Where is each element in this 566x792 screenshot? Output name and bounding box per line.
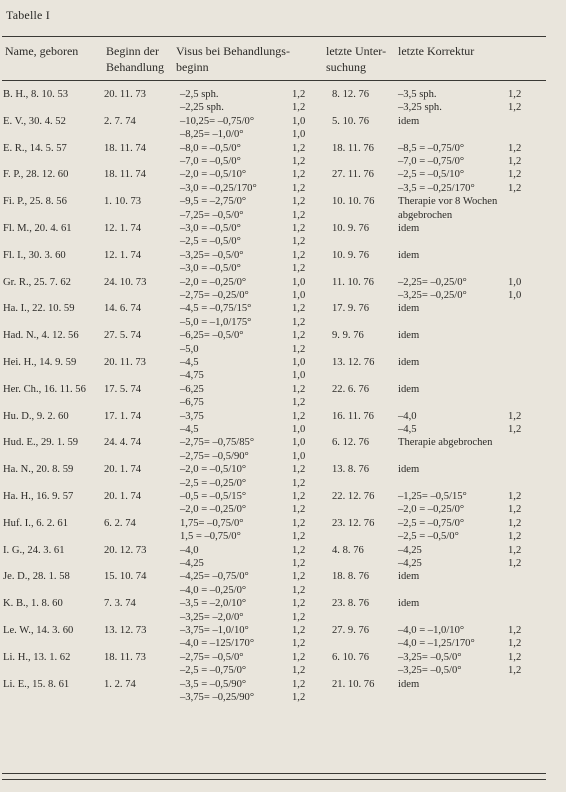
correction-right: idem	[398, 678, 420, 690]
acuity-right: 1,2	[292, 222, 306, 234]
correction-right: –4,0 = –1,0/10°	[398, 624, 465, 636]
visus-right: –4,25= –0,75/0°	[180, 571, 249, 583]
correction-right: –1,25= –0,5/15°	[398, 490, 467, 502]
treatment-begin: 24. 4. 74	[104, 437, 142, 449]
visus-left: –4,5	[180, 423, 199, 435]
last-exam-date: 27. 11. 76	[332, 169, 374, 181]
correction-right: –2,25= –0,25/0°	[398, 276, 467, 288]
visus-right: –3,0 = –0,5/0°	[180, 222, 241, 234]
patient-name: Had. N., 4. 12. 56	[3, 330, 79, 342]
table-row	[0, 383, 566, 410]
visus-left: –2,5 = –0,75/0°	[180, 665, 247, 677]
correction-acuity-left: 1,2	[508, 155, 522, 167]
patient-name: Fl. I., 30. 3. 60	[3, 249, 66, 261]
last-exam-date: 11. 10. 76	[332, 276, 374, 288]
correction-acuity-left: 1,2	[508, 102, 522, 114]
patient-name: Li. E., 15. 8. 61	[3, 678, 70, 690]
acuity-right: 1,2	[292, 490, 306, 502]
last-exam-date: 23. 8. 76	[332, 598, 370, 610]
acuity-right: 1,2	[292, 249, 306, 261]
table-row	[0, 88, 566, 115]
acuity-left: 1,0	[292, 423, 306, 435]
correction-acuity-right: 1,2	[508, 89, 522, 100]
last-exam-date: 21. 10. 76	[332, 678, 375, 690]
last-exam-date: 8. 12. 76	[332, 89, 370, 100]
last-exam-date: 16. 11. 76	[332, 410, 374, 422]
visus-right: –2,75= –0,75/85°	[180, 437, 255, 449]
acuity-right: 1,2	[292, 571, 306, 583]
acuity-right: 1,2	[292, 383, 306, 395]
correction-acuity-left: 1,2	[508, 423, 522, 435]
table-row	[0, 436, 566, 463]
acuity-left: 1,2	[292, 584, 306, 596]
last-exam-date: 10. 9. 76	[332, 249, 370, 261]
treatment-begin: 14. 6. 74	[104, 303, 142, 315]
correction-acuity-right: 1,2	[508, 142, 522, 154]
acuity-left: 1,0	[292, 370, 306, 382]
table-row	[0, 249, 566, 276]
acuity-left: 1,0	[292, 450, 306, 462]
table-row	[0, 490, 566, 517]
bottom-rule-2	[2, 779, 546, 780]
acuity-right: 1,0	[292, 437, 306, 449]
treatment-begin: 13. 12. 73	[104, 624, 147, 636]
table-row	[0, 222, 566, 249]
header-name: Name, geboren	[5, 44, 79, 58]
treatment-begin: 15. 10. 74	[104, 571, 147, 583]
correction-right: idem	[398, 330, 420, 342]
correction-right: idem	[398, 598, 420, 610]
correction-right: Therapie abgebrochen	[398, 437, 493, 449]
treatment-begin: 18. 11. 74	[104, 169, 146, 181]
visus-left: –5,0 = –1,0/175°	[180, 316, 252, 328]
correction-acuity-left: 1,2	[508, 531, 522, 543]
visus-left: –2,75= –0,25/0°	[180, 289, 249, 301]
patient-name: Ha. H., 16. 9. 57	[3, 490, 74, 502]
acuity-right: 1,2	[292, 598, 306, 610]
acuity-left: 1,2	[292, 316, 306, 328]
patient-name: E. V., 30. 4. 52	[3, 115, 66, 127]
patient-name: Huf. I., 6. 2. 61	[3, 517, 69, 529]
table-row	[0, 517, 566, 544]
last-exam-date: 27. 9. 76	[332, 624, 370, 636]
acuity-right: 1,2	[292, 169, 306, 181]
patient-name: F. P., 28. 12. 60	[3, 169, 69, 181]
acuity-right: 1,2	[292, 651, 306, 663]
acuity-right: 1,2	[292, 410, 306, 422]
correction-left: –4,0 = –1,25/170°	[398, 638, 475, 650]
correction-right: idem	[398, 249, 420, 261]
correction-left: abgebrochen	[398, 209, 453, 221]
patient-name: Li. H., 13. 1. 62	[3, 651, 71, 663]
last-exam-date: 17. 9. 76	[332, 303, 370, 315]
correction-right: –2,5 = –0,5/10°	[398, 169, 465, 181]
visus-right: –3,25= –0,5/0°	[180, 249, 244, 261]
patient-name: Her. Ch., 16. 11. 56	[3, 383, 86, 395]
correction-left: –4,5	[398, 423, 417, 435]
patient-name: Hu. D., 9. 2. 60	[3, 410, 69, 422]
patient-name: Fl. M., 20. 4. 61	[3, 222, 72, 234]
acuity-right: 1,0	[292, 356, 306, 368]
visus-right: –6,25= –0,5/0°	[180, 330, 244, 342]
acuity-left: 1,2	[292, 155, 306, 167]
acuity-left: 1,2	[292, 343, 306, 355]
table-row	[0, 115, 566, 142]
acuity-right: 1,2	[292, 517, 306, 529]
last-exam-date: 10. 9. 76	[332, 222, 370, 234]
treatment-begin: 1. 2. 74	[104, 678, 136, 690]
correction-right: idem	[398, 222, 420, 234]
correction-right: idem	[398, 303, 420, 315]
acuity-left: 1,2	[292, 504, 306, 516]
patient-name: I. G., 24. 3. 61	[3, 544, 65, 556]
last-exam-date: 10. 10. 76	[332, 196, 375, 208]
treatment-begin: 20. 1. 74	[104, 490, 142, 502]
visus-left: –8,25= –1,0/0°	[180, 129, 244, 141]
table-row	[0, 329, 566, 356]
correction-right: idem	[398, 115, 420, 127]
patient-name: Fi. P., 25. 8. 56	[3, 196, 67, 208]
table-row	[0, 570, 566, 597]
treatment-begin: 20. 11. 73	[104, 89, 146, 100]
last-exam-date: 6. 10. 76	[332, 651, 370, 663]
visus-right: –8,0 = –0,5/0°	[180, 142, 241, 154]
header-last-exam: letzte Unter- suchung	[326, 44, 387, 74]
visus-right: –6,25	[180, 383, 204, 395]
visus-right: –10,25= –0,75/0°	[180, 115, 255, 127]
visus-right: –2,5 sph.	[180, 89, 219, 100]
correction-acuity-right: 1,2	[508, 544, 522, 556]
treatment-begin: 20. 11. 73	[104, 356, 146, 368]
table-row	[0, 276, 566, 303]
acuity-left: 1,2	[292, 531, 306, 543]
last-exam-date: 5. 10. 76	[332, 115, 370, 127]
table-row	[0, 410, 566, 437]
acuity-left: 1,2	[292, 557, 306, 569]
correction-acuity-left: 1,2	[508, 557, 522, 569]
treatment-begin: 20. 1. 74	[104, 464, 142, 476]
visus-right: –3,5 = –0,5/90°	[180, 678, 247, 690]
patient-name: B. H., 8. 10. 53	[3, 89, 69, 100]
acuity-right: 1,2	[292, 464, 306, 476]
patient-name: K. B., 1. 8. 60	[3, 598, 63, 610]
visus-left: –2,25 sph.	[180, 102, 224, 114]
treatment-begin: 7. 3. 74	[104, 598, 136, 610]
visus-left: 1,5 = –0,75/0°	[180, 531, 241, 543]
correction-acuity-left: 1,0	[508, 289, 522, 301]
acuity-left: 1,2	[292, 611, 306, 623]
correction-left: –3,25= –0,25/0°	[398, 289, 467, 301]
treatment-begin: 17. 1. 74	[104, 410, 142, 422]
top-rule	[2, 36, 546, 37]
table-row	[0, 678, 566, 705]
correction-acuity-right: 1,2	[508, 651, 522, 663]
last-exam-date: 22. 12. 76	[332, 490, 375, 502]
correction-acuity-right: 1,0	[508, 276, 522, 288]
correction-acuity-right: 1,2	[508, 490, 522, 502]
correction-right: –4,25	[398, 544, 422, 556]
correction-acuity-left: 1,2	[508, 665, 522, 677]
correction-left: –4,25	[398, 557, 422, 569]
correction-acuity-right: 1,2	[508, 517, 522, 529]
correction-acuity-right: 1,2	[508, 624, 522, 636]
treatment-begin: 20. 12. 73	[104, 544, 147, 556]
visus-left: –3,0 = –0,25/170°	[180, 182, 257, 194]
visus-left: –4,0 = –125/170°	[180, 638, 255, 650]
treatment-begin: 1. 10. 73	[104, 196, 142, 208]
correction-left: –3,25= –0,5/0°	[398, 665, 462, 677]
correction-left: –2,5 = –0,5/0°	[398, 531, 459, 543]
visus-left: –3,0 = –0,5/0°	[180, 263, 241, 275]
header-correction: letzte Korrektur	[398, 44, 475, 58]
patient-name: Le. W., 14. 3. 60	[3, 624, 74, 636]
acuity-left: 1,2	[292, 477, 306, 489]
treatment-begin: 6. 2. 74	[104, 517, 136, 529]
last-exam-date: 18. 8. 76	[332, 571, 370, 583]
visus-left: –7,0 = –0,5/0°	[180, 155, 241, 167]
table-row	[0, 195, 566, 222]
correction-right: –4,0	[398, 410, 417, 422]
treatment-begin: 17. 5. 74	[104, 383, 142, 395]
visus-left: –4,75	[180, 370, 204, 382]
visus-left: –2,5 = –0,5/0°	[180, 236, 241, 248]
visus-left: –2,5 = –0,25/0°	[180, 477, 247, 489]
table-row	[0, 463, 566, 490]
treatment-begin: 18. 11. 74	[104, 142, 146, 154]
visus-right: –2,75= –0,5/0°	[180, 651, 244, 663]
acuity-left: 1,2	[292, 102, 306, 114]
correction-acuity-right: 1,2	[508, 169, 522, 181]
acuity-right: 1,2	[292, 678, 306, 690]
correction-right: –3,5 sph.	[398, 89, 437, 100]
correction-right: idem	[398, 464, 420, 476]
correction-acuity-right: 1,2	[508, 410, 522, 422]
visus-left: –2,0 = –0,25/0°	[180, 504, 247, 516]
acuity-right: 1,2	[292, 89, 306, 100]
acuity-right: 1,0	[292, 276, 306, 288]
patient-name: Hei. H., 14. 9. 59	[3, 356, 77, 368]
acuity-left: 1,2	[292, 182, 306, 194]
acuity-left: 1,2	[292, 236, 306, 248]
last-exam-date: 18. 11. 76	[332, 142, 374, 154]
correction-right: –8,5 = –0,75/0°	[398, 142, 465, 154]
visus-right: –0,5 = –0,5/15°	[180, 490, 247, 502]
visus-left: –7,25= –0,5/0°	[180, 209, 244, 221]
acuity-right: 1,2	[292, 303, 306, 315]
acuity-right: 1,2	[292, 544, 306, 556]
visus-left: –2,75= –0,5/90°	[180, 450, 249, 462]
patient-name: E. R., 14. 5. 57	[3, 142, 67, 154]
last-exam-date: 4. 8. 76	[332, 544, 364, 556]
acuity-left: 1,0	[292, 129, 306, 141]
acuity-left: 1,2	[292, 263, 306, 275]
acuity-left: 1,2	[292, 209, 306, 221]
correction-right: –2,5 = –0,75/0°	[398, 517, 465, 529]
table-row	[0, 544, 566, 571]
acuity-right: 1,0	[292, 115, 306, 127]
patient-name: Ha. I., 22. 10. 59	[3, 303, 75, 315]
acuity-left: 1,2	[292, 397, 306, 409]
last-exam-date: 9. 9. 76	[332, 330, 364, 342]
last-exam-date: 13. 8. 76	[332, 464, 370, 476]
correction-right: idem	[398, 571, 420, 583]
treatment-begin: 12. 1. 74	[104, 249, 142, 261]
table-row	[0, 302, 566, 329]
patient-name: Ha. N., 20. 8. 59	[3, 464, 74, 476]
visus-right: –3,75= –1,0/10°	[180, 624, 249, 636]
correction-right: idem	[398, 383, 420, 395]
last-exam-date: 23. 12. 76	[332, 517, 375, 529]
acuity-left: 1,2	[292, 691, 306, 703]
treatment-begin: 2. 7. 74	[104, 115, 136, 127]
visus-right: 1,75= –0,75/0°	[180, 517, 244, 529]
last-exam-date: 6. 12. 76	[332, 437, 370, 449]
correction-acuity-left: 1,2	[508, 638, 522, 650]
visus-left: –3,25= –2,0/0°	[180, 611, 244, 623]
treatment-begin: 12. 1. 74	[104, 222, 142, 234]
table-row	[0, 356, 566, 383]
table-row	[0, 651, 566, 678]
acuity-right: 1,2	[292, 142, 306, 154]
correction-left: –3,25 sph.	[398, 102, 442, 114]
correction-right: –3,25= –0,5/0°	[398, 651, 462, 663]
visus-right: –4,0	[180, 544, 199, 556]
visus-left: –6,75	[180, 397, 204, 409]
correction-left: –7,0 = –0,75/0°	[398, 155, 465, 167]
visus-right: –9,5 = –2,75/0°	[180, 196, 247, 208]
correction-left: –2,0 = –0,25/0°	[398, 504, 465, 516]
table-body	[0, 88, 566, 704]
header-begin: Beginn der Behandlung	[106, 44, 164, 74]
table-row	[0, 168, 566, 195]
correction-left: –3,5 = –0,25/170°	[398, 182, 475, 194]
acuity-right: 1,2	[292, 330, 306, 342]
acuity-left: 1,2	[292, 638, 306, 650]
visus-right: –2,0 = –0,25/0°	[180, 276, 247, 288]
table-row	[0, 142, 566, 169]
visus-left: –4,25	[180, 557, 204, 569]
visus-left: –5,0	[180, 343, 199, 355]
patient-name: Je. D., 28. 1. 58	[3, 571, 70, 583]
last-exam-date: 13. 12. 76	[332, 356, 375, 368]
visus-right: –3,75	[180, 410, 204, 422]
table-row	[0, 624, 566, 651]
correction-right: idem	[398, 356, 420, 368]
acuity-right: 1,2	[292, 624, 306, 636]
treatment-begin: 18. 11. 73	[104, 651, 146, 663]
visus-right: –2,0 = –0,5/10°	[180, 169, 247, 181]
visus-right: –2,0 = –0,5/10°	[180, 464, 247, 476]
table-row	[0, 597, 566, 624]
table-caption: Tabelle I	[6, 8, 50, 22]
correction-right: Therapie vor 8 Wochen	[398, 196, 498, 208]
acuity-left: 1,2	[292, 665, 306, 677]
treatment-begin: 27. 5. 74	[104, 330, 142, 342]
acuity-left: 1,0	[292, 289, 306, 301]
visus-right: –4,5 = –0,75/15°	[180, 303, 252, 315]
visus-right: –4,5	[180, 356, 199, 368]
correction-acuity-left: 1,2	[508, 504, 522, 516]
header-visus: Visus bei Behandlungs- beginn	[176, 44, 290, 74]
visus-left: –4,0 = –0,25/0°	[180, 584, 247, 596]
visus-right: –3,5 = –2,0/10°	[180, 598, 247, 610]
correction-acuity-left: 1,2	[508, 182, 522, 194]
treatment-begin: 24. 10. 73	[104, 276, 147, 288]
header-rule	[2, 80, 546, 81]
last-exam-date: 22. 6. 76	[332, 383, 370, 395]
patient-name: Gr. R., 25. 7. 62	[3, 276, 71, 288]
bottom-rule	[2, 773, 546, 774]
acuity-right: 1,2	[292, 196, 306, 208]
patient-name: Hud. E., 29. 1. 59	[3, 437, 79, 449]
visus-left: –3,75= –0,25/90°	[180, 691, 255, 703]
